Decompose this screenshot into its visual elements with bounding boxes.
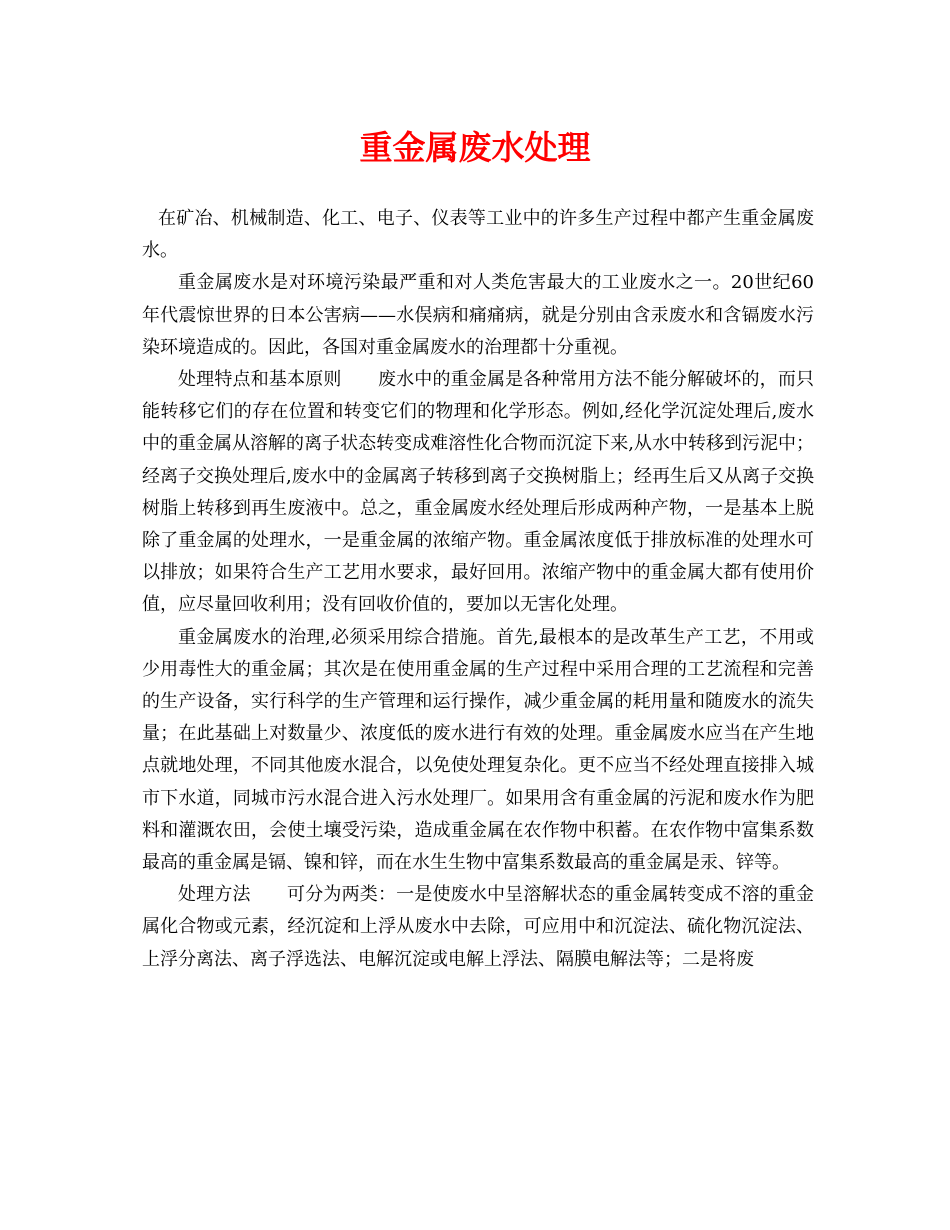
paragraph-hazard: 重金属废水是对环境污染最严重和对人类危害最大的工业废水之一。20世纪60年代震惊世界的日本公害病——水俣病和痛痛病，就是分别由含汞废水和含镉废水污染环境造成的。因此，各国对重金属废水的治理都十分重视。 [142,272,814,358]
document-title: 重金属废水处理 [359,128,591,167]
paragraph-intro: 在矿冶、机械制造、化工、电子、仪表等工业中的许多生产过程中都产生重金属废水。 [142,208,814,262]
paragraph-principles: 处理特点和基本原则 废水中的重金属是各种常用方法不能分解破坏的，而只能转移它们的存在位置和转变它们的物理和化学形态。例如,经化学沉淀处理后,废水中的重金属从溶解的离子状态转变成难溶性化合物而沉淀下来,从水中转移到污泥中；经离子交换处理后,废水中的金属离子转移到离子交换树脂上；经再生后又从离子交换树脂上转移到再生废液中。总之，重金属废水经处理后形成两种产物，一是基本上脱除了重金属的处理水，一是重金属的浓缩产物。重金属浓度低于排放标准的处理水可以排放；如果符合生产工艺用水要求，最好回用。浓缩产物中的重金属大都有使用价值，应尽量回收利用；没有回收价值的，要加以无害化处理。 [142,369,814,616]
document-body [142,203,814,976]
paragraph-measures: 重金属废水的治理,必须采用综合措施。首先,最根本的是改革生产工艺，不用或少用毒性大的重金属；其次是在使用重金属的生产过程中采用合理的工艺流程和完善的生产设备，实行科学的生产管理和运行操作，减少重金属的耗用量和随废水的流失量；在此基础上对数量少、浓度低的废水进行有效的处理。重金属废水应当在产生地点就地处理，不同其他废水混合，以免使处理复杂化。更不应当不经处理直接排入城市下水道，同城市污水混合进入污水处理厂。如果用含有重金属的污泥和废水作为肥料和灌溉农田，会使土壤受污染，造成重金属在农作物中积蓄。在农作物中富集系数最高的重金属是镉、镍和锌，而在水生生物中富集系数最高的重金属是汞、锌等。 [142,626,814,874]
paragraph-methods: 处理方法 可分为两类：一是使废水中呈溶解状态的重金属转变成不溶的重金属化合物或元素，经沉淀和上浮从废水中去除，可应用中和沉淀法、硫化物沉淀法、上浮分离法、离子浮选法、电解沉淀或电解上浮法、隔膜电解法等；二是将废 [142,884,814,970]
